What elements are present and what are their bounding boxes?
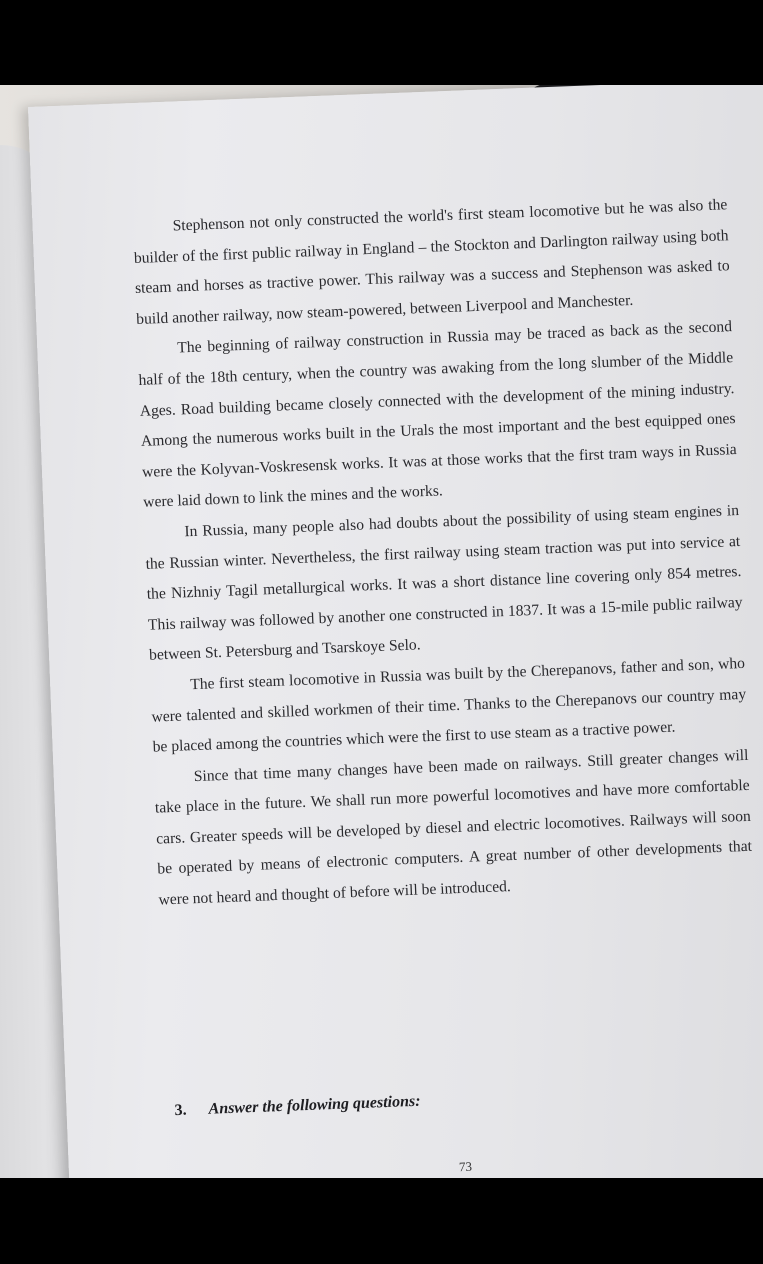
- page-number: 73: [458, 1158, 473, 1175]
- exercise-question: [174, 1093, 421, 1120]
- book-page: [28, 85, 763, 1178]
- paragraph-russia-doubts: In Russia, many people also had doubts about the possibility of using steam engines in the Russian winter. Nevertheless, the first railway using steam traction was put into service at the Nizhniy Tagil metallurgical works. It was a short distance line covering only 854 metres. This railway was followed by another one constructed in 1837. It was a 15-mile public railway between St. Petersburg and Tsarskoye Selo.: [145, 501, 743, 665]
- paragraph-stephenson: Stephenson not only constructed the world's first steam locomotive but he was also the builder of the first public railway in England – the Stockton and Darlington railway using both steam and horses as tractive power. This railway was a success and Stephenson was asked to build another railway, now steam-powered, between Liverpool and Manchester.: [133, 196, 730, 328]
- page-text: [132, 190, 754, 916]
- question-number: 3.: [174, 1101, 187, 1120]
- book-photo: [0, 85, 763, 1178]
- question-text: Answer the following questions:: [208, 1092, 421, 1118]
- paragraph-russia-beginning: The beginning of railway construction in Russia may be traced as back as the second half of the 18th century, when the country was awaking from the long slumber of the Middle Ages. Road building became closely connected with the development of the mining industry. Among the numerous works built in the Urals the most important and the best equipped ones were the Kolyvan-Voskresensk works. It was at those works that the first tram ways in Russia were laid down to link the mines and the works.: [138, 318, 737, 512]
- paragraph-cherepanovs: The first steam locomotive in Russia was built by the Cherepanovs, father and son, who were talented and skilled workmen of their time. Thanks to the Cherepanovs our country may be placed among the countries which were the first to use steam as a tractive power.: [151, 654, 747, 756]
- paragraph-future-changes: Since that time many changes have been made on railways. Still greater changes will take place in the future. We shall run more powerful locomotives and have more comfortable cars. Greater speeds will be developed by diesel and electric locomotives. Railways will soon be operated by means of electronic computers. A great number of other developments that were not heard and thought of before will be introduced.: [154, 746, 753, 909]
